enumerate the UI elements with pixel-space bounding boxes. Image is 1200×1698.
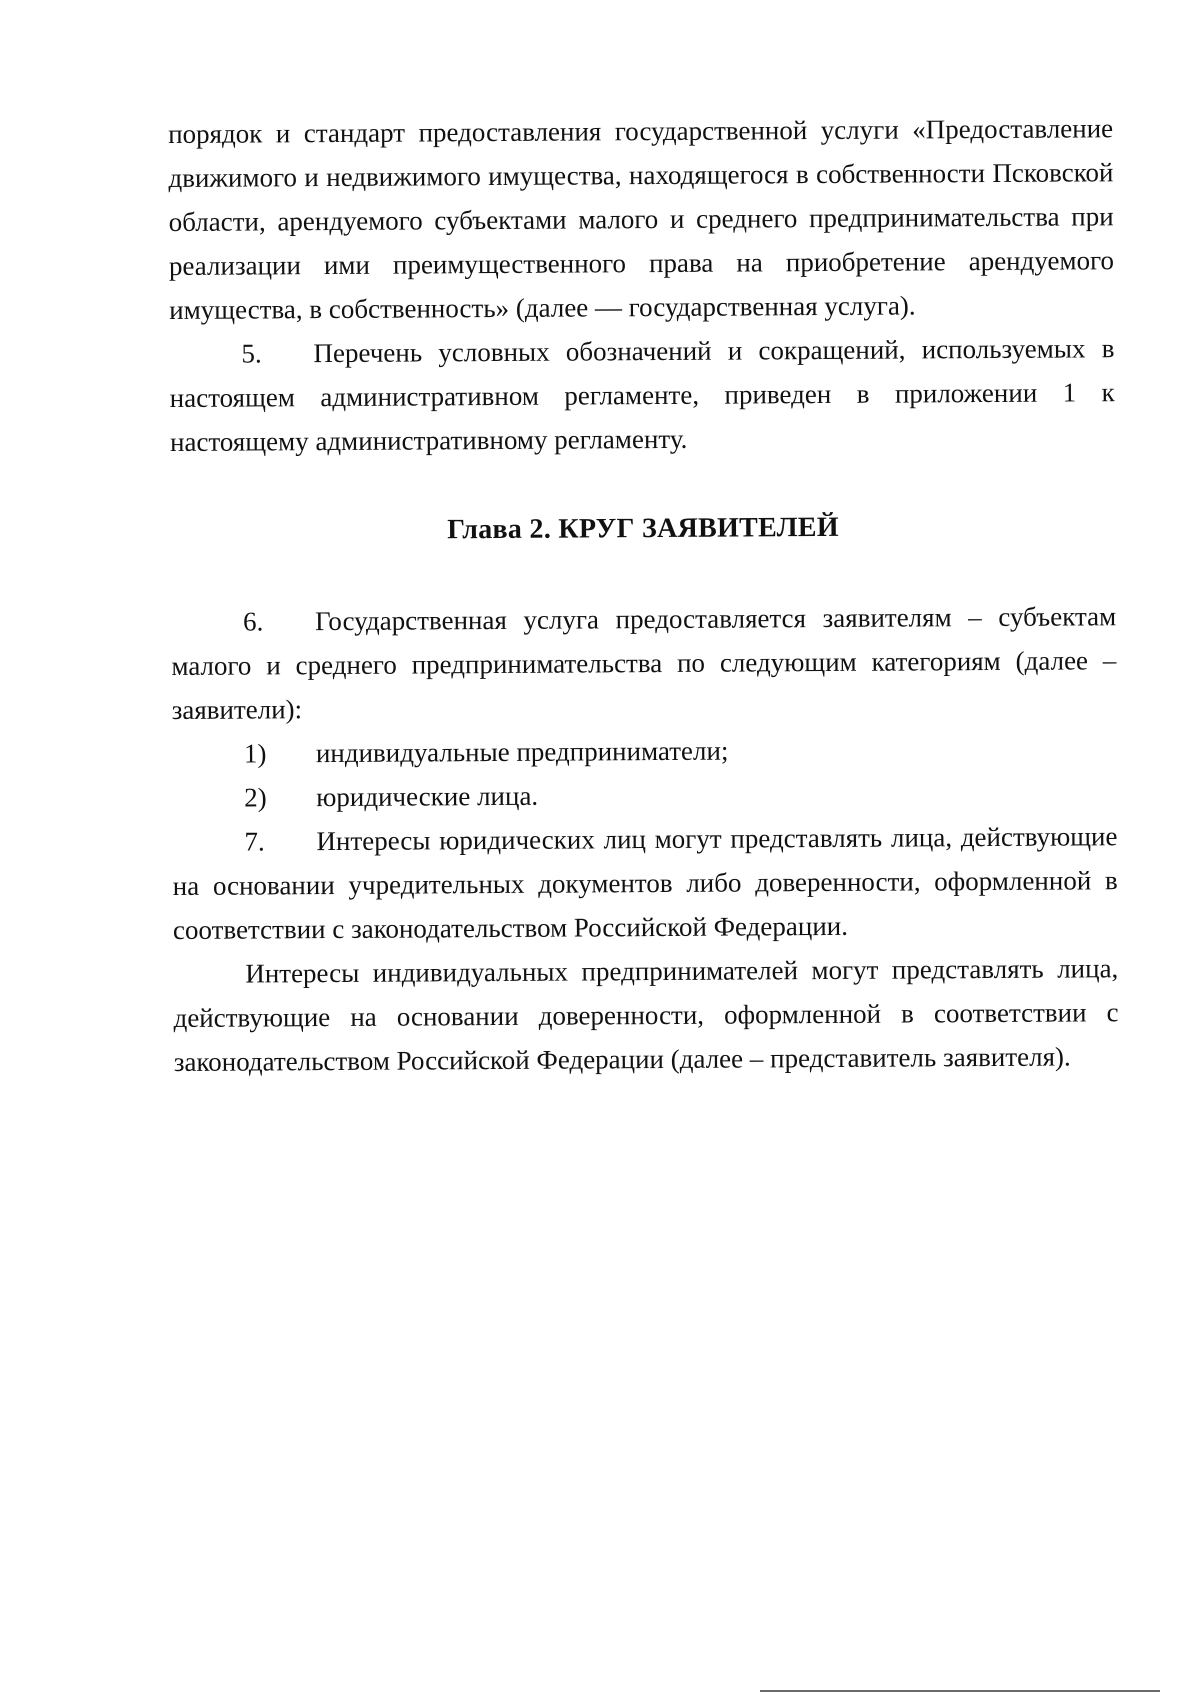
item-number: 5. xyxy=(241,338,262,369)
paragraph-item-5 xyxy=(169,326,1115,464)
item-number: 6. xyxy=(243,606,264,637)
list-number: 1) xyxy=(243,738,267,769)
paragraph-intro: порядок и стандарт предоставления государственной услуги «Предоставление движимого и недвижимого имущества, находящегося в собственности Псковской области, арендуемого субъектами малого и среднего предпринимательства при реализации ими преимущественного права на приобретение арендуемого имущества, в собственность» (далее — государственная услуга). xyxy=(168,113,1115,325)
chapter-heading: Глава 2. КРУГ ЗАЯВИТЕЛЕЙ xyxy=(447,511,840,546)
list-text: юридические лица. xyxy=(316,780,539,813)
list-text: индивидуальные предприниматели; xyxy=(315,735,729,769)
item-text: Перечень условных обозначений и сокращений, используемых в настоящем административном регламенте, приведен в приложении 1 к настоящему административному регламенту. xyxy=(169,333,1115,457)
paragraph-final: Интересы индивидуальных предпринимателей могут представлять лица, действующие на основании доверенности, оформленной в соответствии с законодательством Российской Федерации (далее – представитель заявителя). xyxy=(173,953,1119,1077)
item-text: Государственная услуга предоставляется заявителям – субъектам малого и среднего предпринимательства по следующим категориям (далее – заявители): xyxy=(171,601,1117,725)
paragraph-item-6 xyxy=(171,594,1117,732)
list-item-1 xyxy=(172,726,1117,776)
item-text: Интересы юридических лиц могут представлять лица, действующие на основании учредительных документов либо доверенности, оформленной в соответствии с законодательством Российской Федерации. xyxy=(172,821,1118,945)
list-number: 2) xyxy=(244,782,267,813)
document-body xyxy=(168,106,1119,1084)
list-item-2 xyxy=(172,770,1117,820)
bottom-divider xyxy=(760,1690,1160,1692)
item-number: 7. xyxy=(244,826,265,857)
paragraph-item-7 xyxy=(172,814,1118,952)
